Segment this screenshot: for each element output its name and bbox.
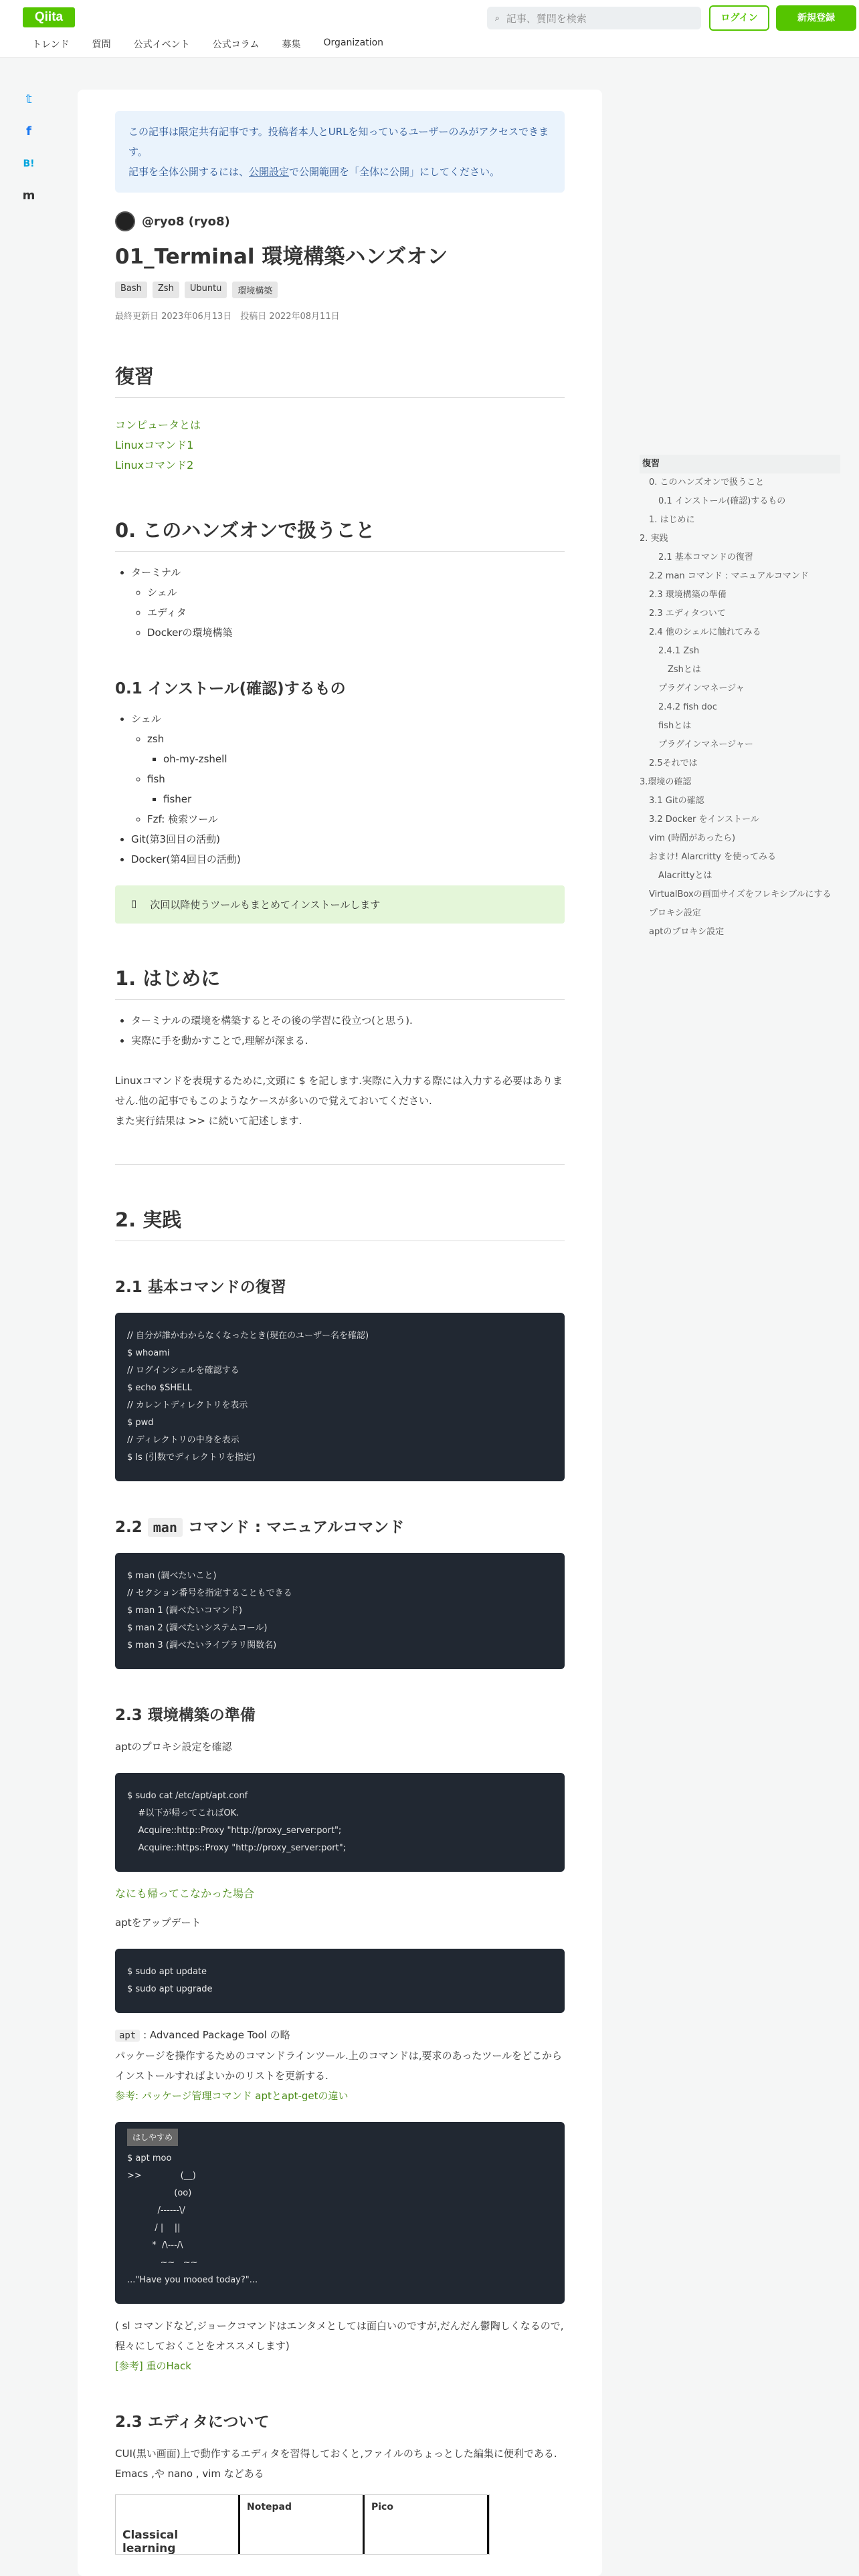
share-bar (21, 92, 36, 203)
heading-section-2-2 (115, 1515, 565, 1537)
qiita-logo[interactable]: Qiita (23, 7, 75, 27)
paragraph-text: パッケージを操作するためのコマンドラインツール.上のコマンドは,要求のあったツールをどこからインストールすればよいかのリストを更新する. (115, 2050, 563, 2082)
notice-text: この記事は限定共有記事です。投稿者本人とURLを知っているユーザーのみがアクセスできます。 (128, 126, 549, 158)
link[interactable]: Linuxコマンド1 (115, 439, 194, 451)
paragraph-text: また実行結果は >> に続いて記述します. (115, 1115, 302, 1127)
toc-item[interactable]: 2.1 基本コマンドの復習 (658, 552, 753, 562)
search-icon: ⌕ (495, 13, 500, 23)
tag[interactable]: Ubuntu (185, 282, 227, 298)
heading-text: 2.2 (115, 1519, 142, 1536)
list-item: • Git(第3回目の活動) (131, 829, 565, 849)
reference-link[interactable]: 参考: パッケージ管理コマンド aptとapt-getの違い (115, 2090, 349, 2102)
heading-section-2-1: 2.1 基本コマンドの復習 (115, 1279, 286, 1296)
paragraph: aptをアップデート (115, 1917, 201, 1929)
nav-organization[interactable]: Organization (323, 37, 384, 48)
reference-link[interactable]: [参考] 重のHack (115, 2360, 191, 2372)
author[interactable] (115, 211, 565, 231)
image-label: Pico (365, 2495, 489, 2554)
search-placeholder: 記事、質問を検索 (506, 12, 587, 25)
toc-item[interactable]: 2.4.2 fish doc (658, 702, 717, 712)
heading-section-2-3: 2.3 環境構築の準備 (115, 1707, 256, 1724)
toc-item[interactable]: おまけ! Alarcritty を使ってみる (649, 852, 776, 862)
paragraph (115, 2316, 565, 2376)
publish-settings-link[interactable]: 公開設定 (249, 166, 290, 178)
toc-item[interactable]: プラグインマネージャ (658, 683, 745, 693)
toc-item[interactable]: 復習 (640, 455, 840, 473)
table-of-contents (640, 455, 840, 942)
toc-item[interactable]: 2.2 man コマンド : マニュアルコマンド (649, 571, 809, 581)
code-block[interactable]: // 自分が誰かわからなくなったとき(現在のユーザー名を確認) $ whoami // ログインシェルを確認する $ echo $SHELL // カレントディレクトリを表示 $ pwd // ディレクトリの中身を表示 $ ls (引数でディレクトリを指定) (115, 1313, 565, 1481)
toc-item[interactable]: 2.3 環境構築の準備 (649, 590, 727, 600)
twitter-icon[interactable]: 𝕥 (25, 92, 32, 106)
toc-item[interactable]: Alacrittyとは (658, 871, 712, 881)
list-item: ◦ zsh (147, 729, 565, 749)
site-header (0, 0, 859, 58)
login-button[interactable]: ログイン (709, 5, 769, 31)
tag[interactable]: 環境構築 (232, 282, 278, 298)
paragraph-text: : Advanced Package Tool の略 (143, 2029, 290, 2041)
signup-button[interactable]: 新規登録 (776, 5, 856, 31)
toc-item[interactable]: Zshとは (668, 665, 701, 675)
code-block[interactable] (115, 2122, 565, 2304)
code-caption: はしやすめ (127, 2129, 178, 2146)
divider (115, 1164, 565, 1165)
mastodon-icon[interactable]: m (22, 189, 35, 203)
heading-section-2: 2. 実践 (115, 1205, 565, 1241)
list-item: • ターミナルの環境を構築するとその後の学習に役立つ(と思う). (131, 1010, 565, 1031)
code-block[interactable]: $ sudo apt update $ sudo apt upgrade (115, 1949, 565, 2013)
global-nav (32, 37, 383, 51)
toc-item[interactable]: プロキシ設定 (649, 908, 701, 918)
author-name[interactable]: @ryo8 (ryo8) (142, 214, 230, 229)
toc-item[interactable]: 3.1 Gitの確認 (649, 796, 704, 806)
list-item: ◦ fish (147, 769, 565, 789)
paragraph-text: ( sl コマンドなど,ジョークコマンドはエンタメとしては面白いのですが,だんだん鬱陶しくなるので,程々にしておくことをオススメします) (115, 2320, 564, 2352)
list-item: ◦ エディタ (147, 603, 565, 623)
tag[interactable]: Bash (115, 282, 147, 298)
tag[interactable]: Zsh (153, 282, 179, 298)
paragraph: aptのプロキシ設定を確認 (115, 1741, 232, 1753)
tag-list (115, 282, 565, 298)
heading-section-1: 1. はじめに (115, 964, 565, 1000)
toc-item[interactable]: VirtualBoxの画面サイズをフレキシブルにする (649, 889, 832, 899)
list-item: • ターミナル (131, 562, 565, 582)
section-0-list (115, 562, 565, 643)
nav-questions[interactable]: 質問 (92, 39, 111, 50)
toc-item[interactable]: 1. はじめに (649, 515, 695, 525)
toc-item[interactable]: aptのプロキシ設定 (649, 927, 725, 937)
accordion-link[interactable]: なにも帰ってこなかった場合 (115, 1887, 255, 1900)
inline-code: man (148, 1518, 183, 1537)
list-item: • Docker(第4回目の活動) (131, 849, 565, 869)
image-label: Classical learning (116, 2495, 240, 2554)
tip-text: 次回以降使うツールもまとめてインストールします (150, 899, 381, 911)
heading-section-0-1: 0.1 インストール(確認)するもの (115, 680, 346, 697)
link[interactable]: コンピュータとは (115, 419, 201, 431)
tip-box (115, 885, 565, 924)
paragraph (115, 2025, 565, 2106)
search-input[interactable] (487, 7, 701, 29)
heading-editor: 2.3 エディタについて (115, 2413, 270, 2431)
info-icon: ▯ (131, 897, 137, 909)
nav-trend[interactable]: トレンド (32, 39, 70, 50)
article-dates: 最終更新日 2023年06月13日 投稿日 2022年08月11日 (115, 312, 340, 322)
article (78, 90, 602, 2576)
hatena-icon[interactable]: B! (23, 158, 35, 169)
code-block[interactable]: $ sudo cat /etc/apt/apt.conf #以下が帰ってこればOK. Acquire::http::Proxy "http://proxy_server:port"; Acquire::https::Proxy "http://proxy_server:port"; (115, 1773, 565, 1872)
list-item: ◦ Dockerの環境構築 (147, 623, 565, 643)
code-block[interactable]: $ man (調べたいこと) // セクション番号を指定することもできる $ man 1 (調べたいコマンド) $ man 2 (調べたいシステムコール) $ man 3 (調べたいライブラリ関数名) (115, 1553, 565, 1669)
list-item: • 実際に手を動かすことで,理解が深まる. (131, 1031, 565, 1051)
limited-share-notice (115, 111, 565, 193)
nav-columns[interactable]: 公式コラム (212, 39, 260, 50)
list-item: ▪ oh-my-zshell (163, 749, 565, 769)
toc-item[interactable]: fishとは (658, 721, 692, 731)
paragraph-text: Linuxコマンドを表現するために,文頭に $ を記します.実際に入力する際には入力する必要はありません.他の記事でもこのようなケースが多いので覚えておいてください. (115, 1075, 563, 1107)
toc-item[interactable]: 2.3 エディタついて (649, 609, 726, 619)
list-item: • シェル (131, 709, 565, 729)
image-label: Notepad (240, 2495, 365, 2554)
toc-item[interactable]: 2.4 他のシェルに触れてみる (649, 627, 761, 637)
paragraph: CUI(黒い画面)上で動作するエディタを習得しておくと,ファイルのちょっとした編集に便利である. Emacs ,や nano , vim などある (115, 2448, 557, 2480)
toc-item[interactable]: 3.環境の確認 (640, 777, 692, 787)
list-item: ◦ Fzf: 検索ツール (147, 809, 565, 829)
toc-item[interactable]: 2. 実践 (640, 534, 668, 544)
article-title: 01_Terminal 環境構築ハンズオン (115, 245, 448, 269)
avatar (115, 211, 135, 231)
heading-text: コマンド : マニュアルコマンド (187, 1519, 405, 1536)
heading-section-0: 0. このハンズオンで扱うこと (115, 516, 565, 552)
nav-recruit[interactable]: 募集 (282, 39, 301, 50)
inline-code: apt (115, 2030, 140, 2042)
editor-learning-curve-image (115, 2494, 490, 2555)
notice-text-2: 記事を全体公開するには、 (128, 166, 250, 178)
list-item: ◦ シェル (147, 582, 565, 603)
code-text: $ apt moo >> (__) (oo) /------\/ / | || * /\---/\ ~~ ~~ ..."Have you mooed today?"... (127, 2153, 258, 2285)
toc-item[interactable]: 3.2 Docker をインストール (649, 815, 759, 825)
toc-item[interactable]: 0.1 インストール(確認)するもの (658, 496, 786, 506)
toc-item[interactable]: 0. このハンズオンで扱うこと (649, 477, 765, 488)
intro-list (115, 1010, 565, 1051)
nav-events[interactable]: 公式イベント (133, 39, 190, 50)
link[interactable]: Linuxコマンド2 (115, 459, 194, 471)
install-list (115, 709, 565, 869)
heading-review: 復習 (115, 362, 565, 398)
notice-text-3: で公開範囲を「全体に公開」にしてください。 (289, 166, 500, 178)
facebook-icon[interactable]: f (26, 124, 31, 138)
toc-item[interactable]: プラグインマネージャー (658, 740, 753, 750)
paragraph (115, 1071, 565, 1131)
toc-item[interactable]: vim (時間があったら) (649, 833, 736, 843)
toc-item[interactable]: 2.5それでは (649, 758, 698, 768)
review-links (115, 415, 565, 475)
toc-item[interactable]: 2.4.1 Zsh (658, 646, 700, 656)
list-item: ▪ fisher (163, 789, 565, 809)
